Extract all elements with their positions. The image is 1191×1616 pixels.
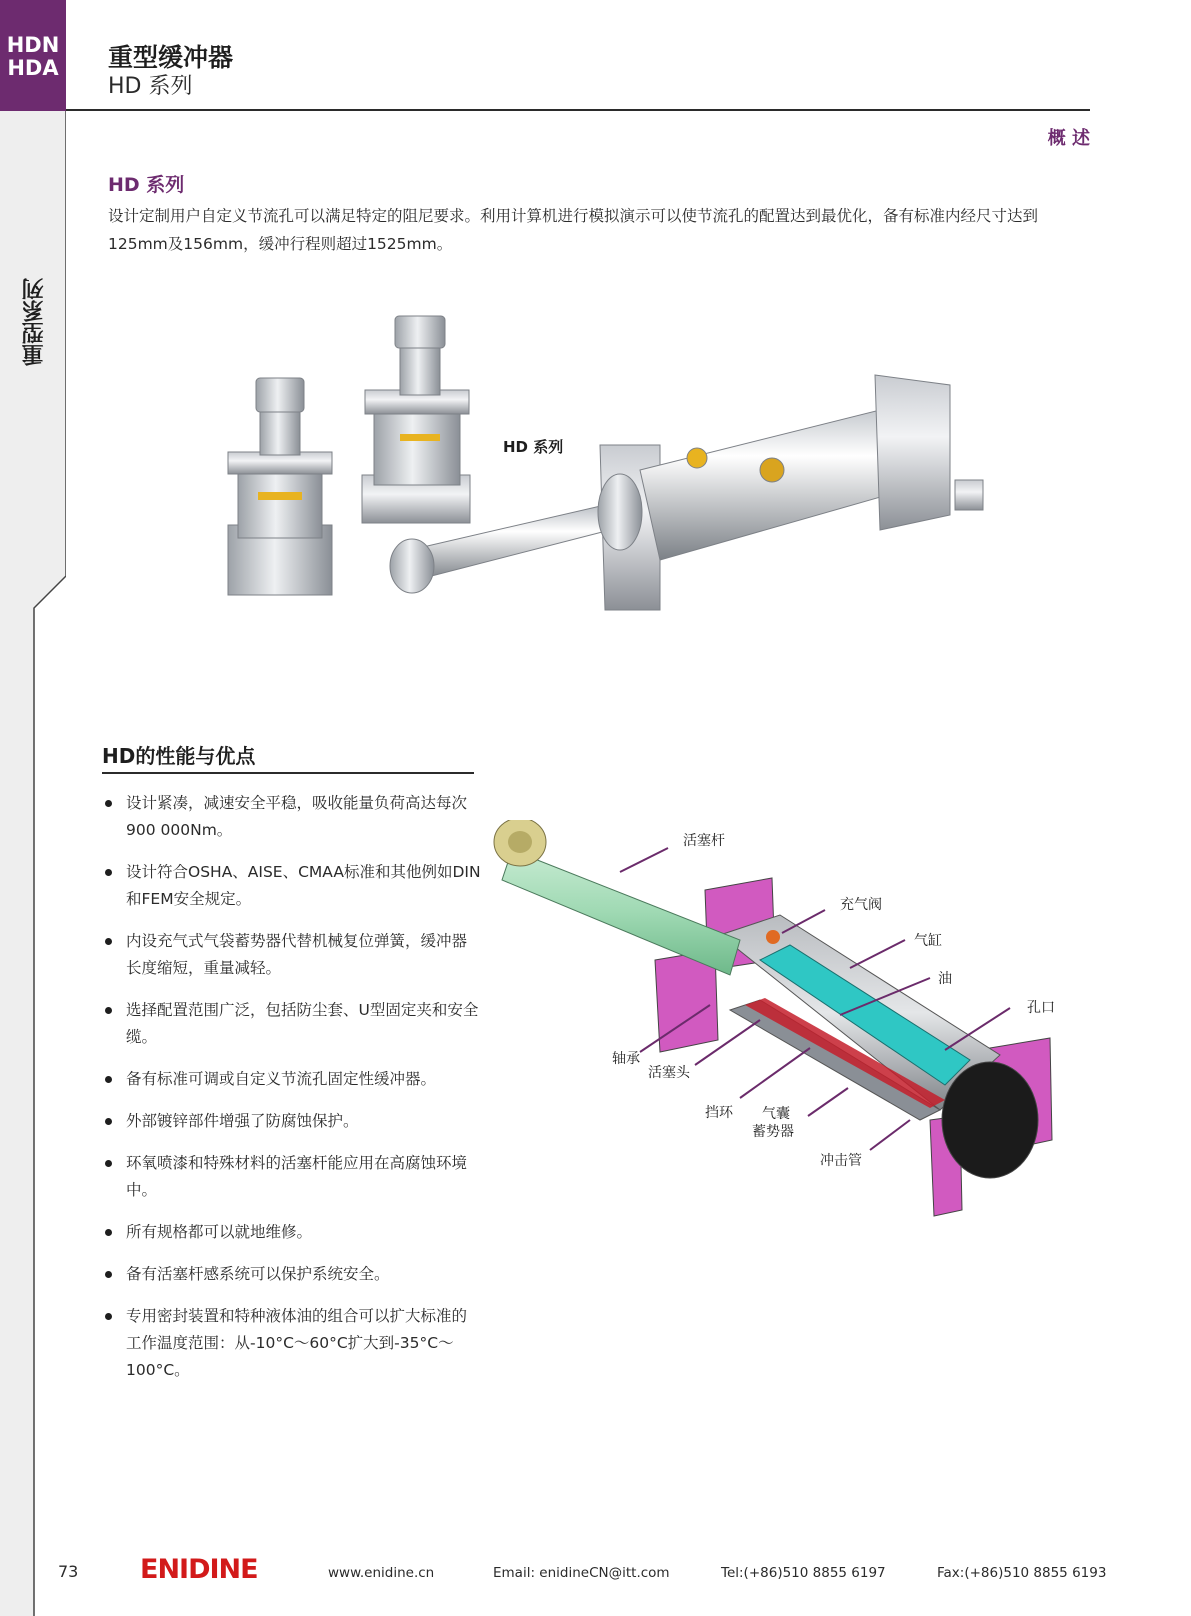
footer-email[interactable]: Email: enidineCN@itt.com <box>493 1565 670 1581</box>
label-retaining-ring: 挡环 <box>705 1105 733 1121</box>
list-item: 内设充气式气袋蓄势器代替机械复位弹簧，缓冲器长度缩短，重量减轻。 <box>102 928 482 982</box>
list-item: 专用密封装置和特种液体油的组合可以扩大标准的工作温度范围：从-10°C～60°C扩大到-35°C～100°C。 <box>102 1303 482 1384</box>
header-divider <box>66 109 1090 111</box>
features-divider <box>102 772 474 774</box>
list-item: 设计紧凑，减速安全平稳，吸收能量负荷高达每次900 000Nm。 <box>102 790 482 844</box>
bullet-icon <box>105 869 112 876</box>
intro-paragraph: 设计定制用户自定义节流孔可以满足特定的阻尼要求。利用计算机进行模拟演示可以使节流孔的配置达到最优化，备有标准内经尺寸达到125mm及156mm，缓冲行程则超过1525mm。 <box>108 207 1039 253</box>
sidebar-label: 重型系列 <box>22 278 47 366</box>
label-piston-rod: 活塞杆 <box>683 833 725 849</box>
list-item: 设计符合OSHA、AISE、CMAA标准和其他例如DIN和FEM安全规定。 <box>102 859 482 913</box>
bullet-icon <box>105 1313 112 1320</box>
footer-tel: Tel:(+86)510 8855 6197 <box>721 1565 886 1581</box>
list-item: 外部镀锌部件增强了防腐蚀保护。 <box>102 1108 482 1135</box>
list-item: 所有规格都可以就地维修。 <box>102 1219 482 1246</box>
large-buffer <box>390 375 983 610</box>
bullet-icon <box>105 1229 112 1236</box>
bullet-icon <box>105 938 112 945</box>
small-buffer-right <box>362 316 470 523</box>
cutaway-diagram <box>490 820 1090 1240</box>
label-piston-head: 活塞头 <box>648 1065 690 1081</box>
list-item: 选择配置范围广泛，包括防尘套、U型固定夹和安全缆。 <box>102 997 482 1051</box>
list-item: 环氧喷漆和特殊材料的活塞杆能应用在高腐蚀环境中。 <box>102 1150 482 1204</box>
cutaway-drawing <box>490 820 1090 1240</box>
section-tag: 概 述 <box>1047 128 1090 149</box>
features-heading: HD的性能与优点 <box>102 744 256 768</box>
label-oil: 油 <box>938 971 952 987</box>
label-accumulator: 蓄势器 <box>752 1124 794 1140</box>
features-list <box>102 790 482 1399</box>
page-number: 73 <box>58 1562 79 1581</box>
page-title: 重型缓冲器 <box>108 43 234 72</box>
bullet-icon <box>105 1007 112 1014</box>
label-bearing: 轴承 <box>612 1051 640 1067</box>
page-subtitle: HD 系列 <box>108 74 193 99</box>
tab-line2: HDA <box>7 56 59 80</box>
bullet-icon <box>105 1160 112 1167</box>
series-tab <box>0 0 66 111</box>
bullet-icon <box>105 1118 112 1125</box>
product-photo <box>160 290 1040 660</box>
bullet-icon <box>105 800 112 807</box>
brand-logo: ENIDINE <box>140 1554 258 1585</box>
label-fill-valve: 充气阀 <box>840 897 882 913</box>
tab-line1: HDN <box>6 33 60 57</box>
list-item: 备有标准可调或自定义节流孔固定性缓冲器。 <box>102 1066 482 1093</box>
list-item: 备有活塞杆感系统可以保护系统安全。 <box>102 1261 482 1288</box>
intro-heading: HD 系列 <box>108 174 185 196</box>
photo-caption: HD 系列 <box>503 438 564 456</box>
footer-website[interactable]: www.enidine.cn <box>328 1565 435 1581</box>
label-cylinder: 气缸 <box>914 933 942 949</box>
small-buffer-left <box>228 378 332 595</box>
bullet-icon <box>105 1271 112 1278</box>
label-bladder: 气囊 <box>762 1106 790 1122</box>
label-orifice: 孔口 <box>1027 1000 1055 1016</box>
footer-fax: Fax:(+86)510 8855 6193 <box>937 1565 1107 1581</box>
bullet-icon <box>105 1076 112 1083</box>
label-impact-tube: 冲击管 <box>820 1153 862 1169</box>
